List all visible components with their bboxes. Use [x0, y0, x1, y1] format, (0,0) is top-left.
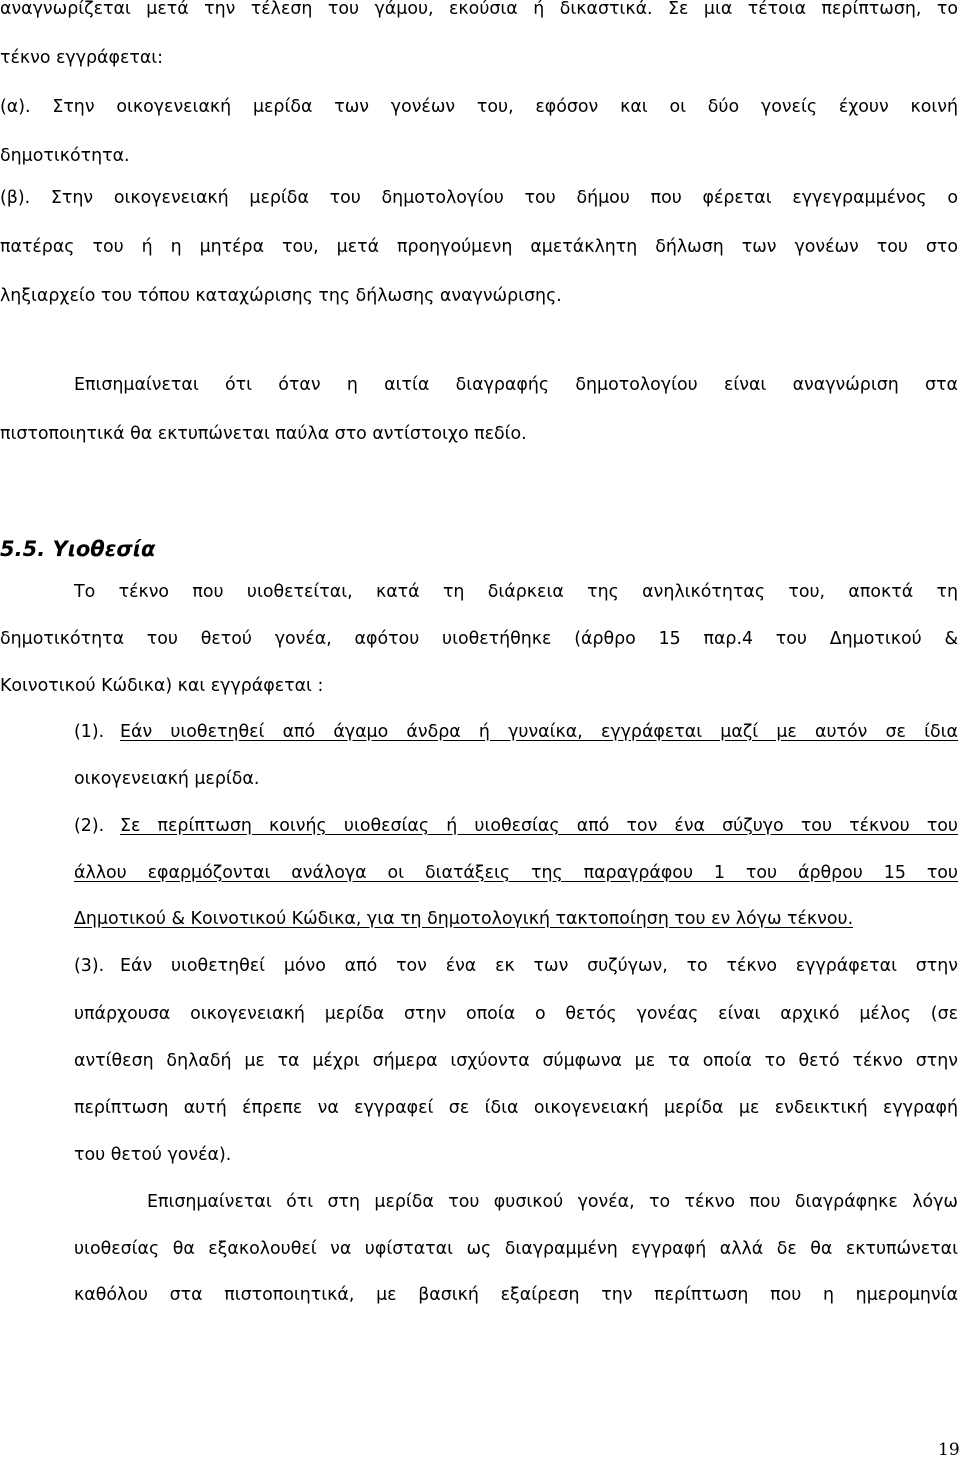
- list-item-line: του θετού γονέα).: [74, 1145, 232, 1165]
- list-item-line: (β). Στην οικογενειακή μερίδα του δημοτολογίου του δήμου που φέρεται εγγεγραμμένος ο: [0, 188, 958, 208]
- list-item-line: Εάν υιοθετηθεί από άγαμο άνδρα ή γυναίκα, εγγράφεται μαζί με αυτόν σε ίδια: [120, 722, 958, 742]
- paragraph-line: αναγνωρίζεται μετά την τέλεση του γάμου, εκούσια ή δικαστικά. Σε μια τέτοια περίπτωση, το: [0, 0, 958, 19]
- list-item-line: Σε περίπτωση κοινής υιοθεσίας ή υιοθεσίας από τον ένα σύζυγο του τέκνου του: [120, 816, 958, 836]
- list-item-line: υπάρχουσα οικογενειακή μερίδα στην οποία ο θετός γονέας είναι αρχικό μέλος (σε: [74, 1004, 958, 1024]
- note-line: Επισημαίνεται ότι στη μερίδα του φυσικού γονέα, το τέκνο που διαγράφηκε λόγω: [147, 1192, 958, 1212]
- note-line: Επισημαίνεται ότι όταν η αιτία διαγραφής δημοτολογίου είναι αναγνώριση στα: [74, 375, 958, 395]
- list-item-line: Εάν υιοθετηθεί μόνο από τον ένα εκ των συζύγων, το τέκνο εγγράφεται στην: [120, 956, 958, 976]
- section-heading: 5.5. Υιοθεσία: [0, 537, 156, 561]
- list-item-line: Δημοτικού & Κοινοτικού Κώδικα, για τη δημοτολογική τακτοποίηση του εν λόγω τέκνου.: [74, 909, 854, 929]
- note-line: καθόλου στα πιστοποιητικά, με βασική εξαίρεση την περίπτωση που η ημερομηνία: [74, 1285, 958, 1305]
- list-item-line: οικογενειακή μερίδα.: [74, 769, 260, 789]
- list-item-number: (1).: [74, 722, 105, 742]
- list-item-line: δημοτικότητα.: [0, 146, 130, 166]
- note-line: υιοθεσίας θα εξακολουθεί να υφίσταται ως διαγραμμένη εγγραφή αλλά δε θα εκτυπώνεται: [74, 1239, 958, 1259]
- paragraph-line: δημοτικότητα του θετού γονέα, αφότου υιοθετήθηκε (άρθρο 15 παρ.4 του Δημοτικού &: [0, 629, 958, 649]
- list-item-line: άλλου εφαρμόζονται ανάλογα οι διατάξεις της παραγράφου 1 του άρθρου 15 του: [74, 863, 958, 883]
- list-item-number: (3).: [74, 956, 105, 976]
- page-number: 19: [938, 1440, 960, 1460]
- paragraph-line: Το τέκνο που υιοθετείται, κατά τη διάρκεια της ανηλικότητας του, αποκτά τη: [74, 582, 958, 602]
- note-line: πιστοποιητικά θα εκτυπώνεται παύλα στο αντίστοιχο πεδίο.: [0, 424, 527, 444]
- list-item-line: πατέρας του ή η μητέρα του, μετά προηγούμενη αμετάκλητη δήλωση των γονέων του στο: [0, 237, 958, 257]
- paragraph-line: Κοινοτικού Κώδικα) και εγγράφεται :: [0, 676, 324, 696]
- list-item-line: περίπτωση αυτή έπρεπε να εγγραφεί σε ίδια οικογενειακή μερίδα με ενδεικτική εγγραφή: [74, 1098, 958, 1118]
- list-item-line: αντίθεση δηλαδή με τα μέχρι σήμερα ισχύοντα σύμφωνα με τα οποία το θετό τέκνο στην: [74, 1051, 958, 1071]
- list-item-line: (α). Στην οικογενειακή μερίδα των γονέων του, εφόσον και οι δύο γονείς έχουν κοινή: [0, 97, 958, 117]
- paragraph-line: τέκνο εγγράφεται:: [0, 48, 164, 68]
- list-item-line: ληξιαρχείο του τόπου καταχώρισης της δήλωσης αναγνώρισης.: [0, 286, 562, 306]
- list-item-number: (2).: [74, 816, 105, 836]
